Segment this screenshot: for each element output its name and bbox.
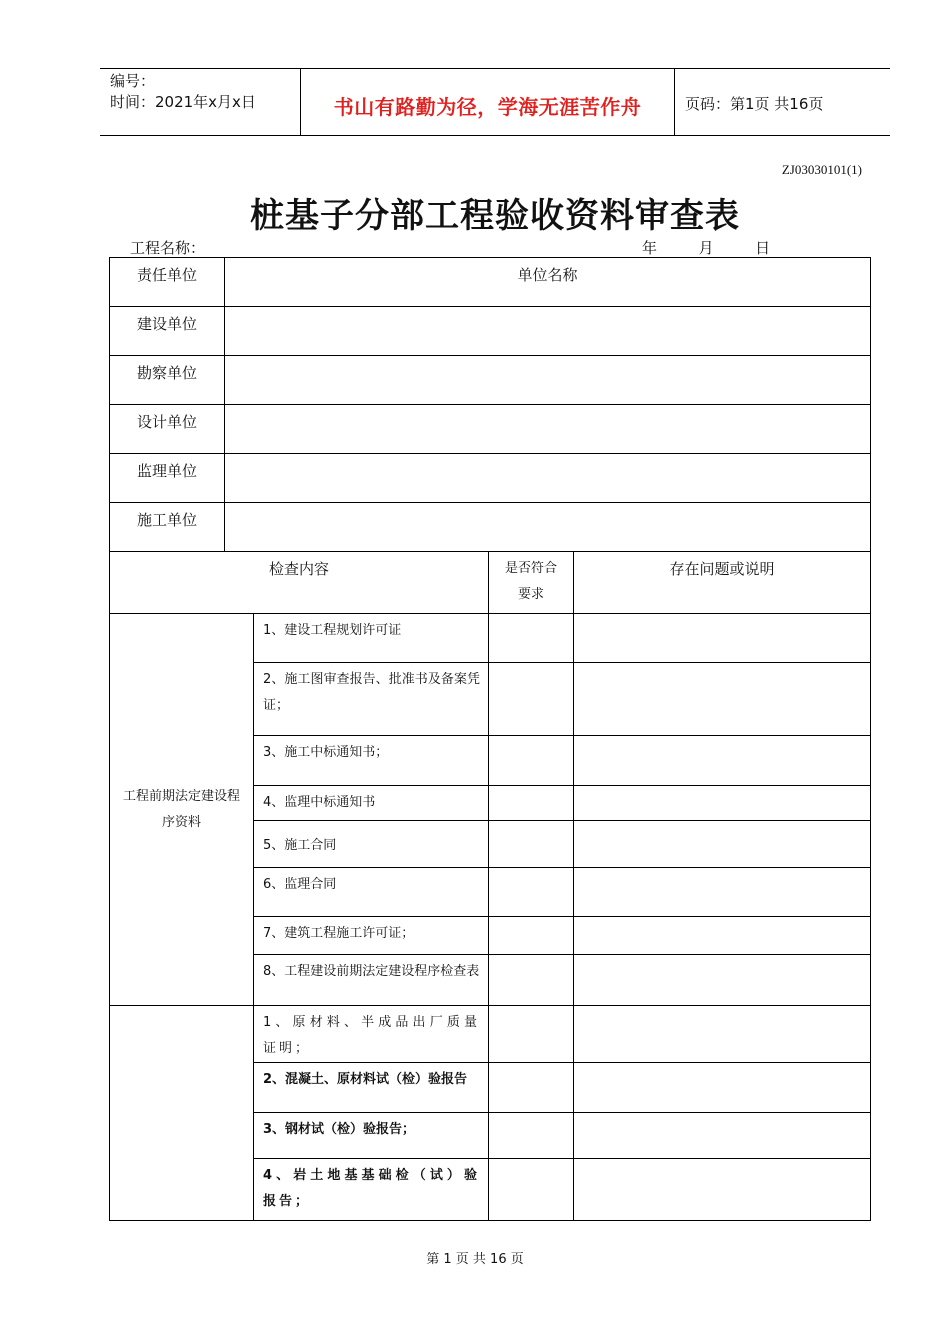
conform-cell[interactable]: [489, 1063, 574, 1113]
date-day: 日: [755, 239, 771, 257]
unit-label: 监理单位: [110, 454, 225, 503]
issues-cell[interactable]: [574, 786, 871, 821]
check-item: 1、建设工程规划许可证: [254, 614, 489, 663]
issues-cell[interactable]: [574, 736, 871, 786]
issues-cell[interactable]: [574, 821, 871, 868]
check-item: 1、原材料、半成品出厂质量证明；: [254, 1006, 489, 1063]
section-category-text: 工程前期法定建设程序资料: [122, 788, 240, 830]
issues-cell[interactable]: [574, 663, 871, 736]
issues-header: 存在问题或说明: [574, 552, 871, 614]
conform-cell[interactable]: [489, 821, 574, 868]
check-item: 5、施工合同: [254, 821, 489, 868]
doc-code: ZJ03030101(1): [781, 162, 862, 177]
unit-label: 勘察单位: [110, 356, 225, 405]
date-year: 年: [642, 239, 658, 257]
time-label: 时间：2021年x月x日: [110, 93, 256, 111]
page-header: [100, 68, 890, 136]
conform-cell[interactable]: [489, 1159, 574, 1221]
units-name-header: 单位名称: [225, 258, 871, 307]
check-item: 4、监理中标通知书: [254, 786, 489, 821]
conform-cell[interactable]: [489, 917, 574, 955]
check-item: 6、监理合同: [254, 868, 489, 917]
unit-label: 建设单位: [110, 307, 225, 356]
issues-cell[interactable]: [574, 1113, 871, 1159]
check-item: 3、钢材试（检）验报告；: [254, 1113, 489, 1159]
issues-cell[interactable]: [574, 917, 871, 955]
header-meta: [110, 71, 256, 113]
conform-cell[interactable]: [489, 1113, 574, 1159]
issues-cell[interactable]: [574, 955, 871, 1006]
conform-header: [489, 552, 574, 614]
page-title: 桩基子分部工程验收资料审查表: [250, 196, 740, 236]
section-category: [110, 614, 254, 1006]
conform-cell[interactable]: [489, 614, 574, 663]
date-month: 月: [698, 239, 714, 257]
conform-cell[interactable]: [489, 868, 574, 917]
conform-cell[interactable]: [489, 786, 574, 821]
number-label: 编号：: [110, 72, 156, 90]
issues-cell[interactable]: [574, 1159, 871, 1221]
unit-value-cell[interactable]: [225, 356, 871, 405]
date-line: [642, 237, 770, 258]
unit-value-cell[interactable]: [225, 405, 871, 454]
section-category: [110, 1006, 254, 1221]
check-item: 3、施工中标通知书；: [254, 736, 489, 786]
project-name-label: 工程名称：: [130, 239, 206, 257]
issues-cell[interactable]: [574, 614, 871, 663]
conform-header-text: 是否符合要求: [504, 561, 557, 602]
unit-label: 施工单位: [110, 503, 225, 552]
review-table: [109, 257, 871, 1221]
issues-cell[interactable]: [574, 1063, 871, 1113]
units-label-header: 责任单位: [110, 258, 225, 307]
check-item: 8、工程建设前期法定建设程序检查表: [254, 955, 489, 1006]
header-motto: 书山有路勤为径，学海无涯苦作舟: [333, 95, 642, 119]
conform-cell[interactable]: [489, 1006, 574, 1063]
header-page-info: 页码：第1页 共16页: [685, 95, 824, 113]
conform-cell[interactable]: [489, 736, 574, 786]
check-content-header: 检查内容: [110, 552, 489, 614]
conform-cell[interactable]: [489, 955, 574, 1006]
unit-value-cell[interactable]: [225, 307, 871, 356]
issues-cell[interactable]: [574, 868, 871, 917]
issues-cell[interactable]: [574, 1006, 871, 1063]
check-item: 4、岩土地基基础检（试）验报告；: [254, 1159, 489, 1221]
header-divider: [674, 69, 675, 135]
unit-label: 设计单位: [110, 405, 225, 454]
check-item: 2、施工图审查报告、批准书及备案凭证；: [254, 663, 489, 736]
unit-value-cell[interactable]: [225, 454, 871, 503]
check-item: 2、混凝土、原材料试（检）验报告: [254, 1063, 489, 1113]
check-item: 7、建筑工程施工许可证；: [254, 917, 489, 955]
page-footer: 第 1 页 共 16 页: [426, 1252, 524, 1267]
unit-value-cell[interactable]: [225, 503, 871, 552]
conform-cell[interactable]: [489, 663, 574, 736]
